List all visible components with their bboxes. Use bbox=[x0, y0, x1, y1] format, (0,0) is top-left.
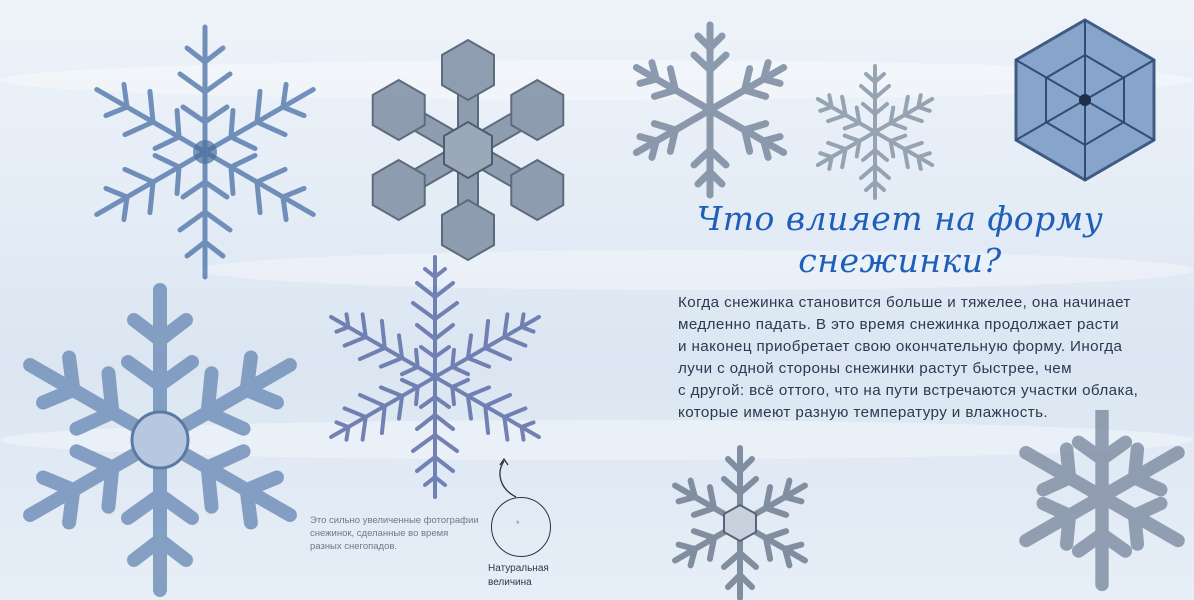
snowflake-photo-9 bbox=[1010, 410, 1194, 600]
body-line: с другой: всё оттого, что на пути встречаются участки облака, bbox=[678, 382, 1139, 399]
natural-size-line-2: величина bbox=[488, 577, 532, 588]
natural-size-label bbox=[488, 562, 558, 590]
tiny-snowflake-icon: * bbox=[516, 519, 520, 529]
caption-line: Это сильно увеличенные фотографии bbox=[310, 515, 479, 526]
page-title bbox=[690, 198, 1110, 282]
caption-line: разных снегопадов. bbox=[310, 541, 398, 552]
natural-size-line-1: Натуральная bbox=[488, 563, 549, 574]
body-line: лучи с одной стороны снежинки растут быстрее, чем bbox=[678, 360, 1072, 377]
snowflake-photo-3 bbox=[620, 20, 800, 200]
body-paragraph bbox=[678, 292, 1158, 424]
title-line-2: снежинки? bbox=[798, 241, 1002, 280]
body-line: которые имеют разную температуру и влажность. bbox=[678, 404, 1049, 421]
photo-caption bbox=[310, 514, 490, 553]
body-line: Когда снежинка становится больше и тяжелее, она начинает bbox=[678, 294, 1131, 311]
snowflake-photo-4 bbox=[805, 62, 945, 202]
snowflake-photo-8 bbox=[655, 445, 825, 600]
snowflake-photo-5 bbox=[1000, 15, 1170, 185]
body-line: медленно падать. В это время снежинка продолжает расти bbox=[678, 316, 1119, 333]
title-line-1: Что влияет на форму bbox=[696, 199, 1104, 238]
snowflake-photo-1 bbox=[60, 20, 350, 285]
snowflake-photo-6 bbox=[0, 280, 320, 600]
caption-line: снежинок, сделанные во время bbox=[310, 528, 449, 539]
body-line: и наконец приобретает свою окончательную форму. Иногда bbox=[678, 338, 1123, 355]
snowflake-photo-2 bbox=[368, 35, 568, 265]
curved-arrow-icon bbox=[492, 455, 532, 499]
natural-size-circle bbox=[491, 497, 551, 557]
